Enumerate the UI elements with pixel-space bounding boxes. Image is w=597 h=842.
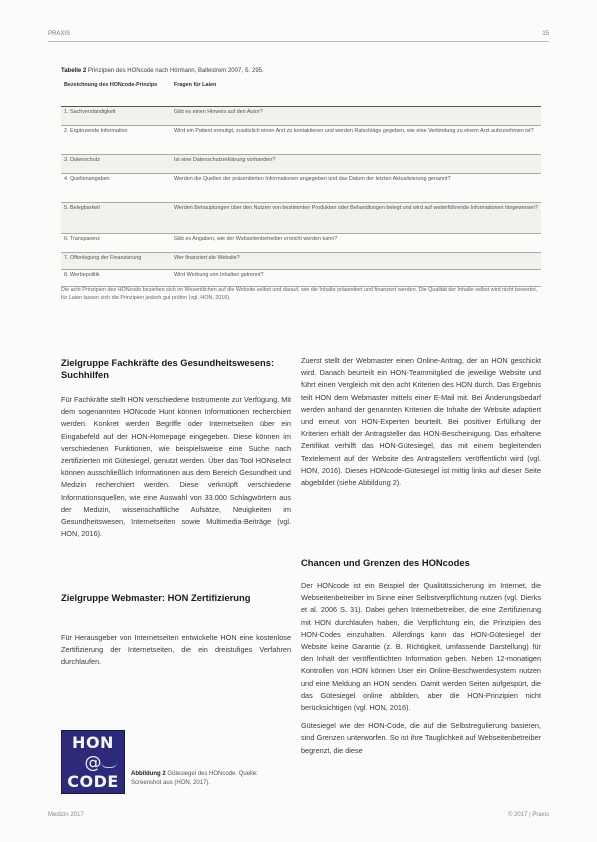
table-cell-question: Gibt es einen Hinweis auf den Autor? [171,107,541,126]
table-cell-question: Ist eine Datenschutzerklärung vorhanden? [171,155,541,174]
table-cell-question: Wer finanziert die Website? [171,253,541,270]
running-header [48,31,549,37]
figure-caption-label: Abbildung 2 [131,771,166,777]
section-body-chances [301,580,541,757]
section-body-specialists [61,394,291,540]
table-cell-principle: 6. Transparenz [61,234,171,253]
table-row [61,253,541,270]
header-page-number: 15 [542,31,549,37]
section-body-webmaster [61,632,291,669]
table-cell-principle: 4. Quellenangaben [61,174,171,203]
table-cell-question: Werden die Quellen der präsentierten Informationen angegeben und das Datum der letzten Aktualisierung genannt? [171,174,541,203]
section-heading-specialists: Zielgruppe Fachkräfte des Gesundheitswesens: Suchhilfen [61,357,275,380]
table-cell-question: Gibt es Angaben, wie der Webseitenbetreiber erreicht werden kann? [171,234,541,253]
table-cell-principle: 7. Offenlegung der Finanzierung [61,253,171,270]
table-cell-question: Wird Werbung von Inhalten getrennt? [171,270,541,287]
principles-table [61,80,541,287]
table-caption [61,68,541,74]
table-cell-question: Werden Behauptungen über den Nutzen von bestimmten Produkten oder Behandlungen belegt und wird auf weiterführende Informationen hingewiesen? [171,203,541,234]
table-note: Die acht Prinzipien des HONcode beziehen sich im Wesentlichen auf die Website selbst und darauf, wie die Inhalte präsentiert und finanziert werden. Die Qualität der Inhalte selbst wird nicht bewertet, für Laien lassen sich die Prinzipien jedoch gut prüfen (vgl. HON, 2016). [61,287,538,302]
paragraph: Zuerst stellt der Webmaster einen Online-Antrag, der an HON geschickt wird. Danach beurteilt ein HON-Teammitglied die jeweilige Website und führt einen Vergleich mit den acht Kriterien des HON durch. Das Ergebnis teilt HON dem Webmaster mittels einer E-Mail mit. Bei Änderungsbedarf werden anhand der genannten Kriterien die Inhalte der Website adaptiert und erneut von HON-Experten beurteilt. Bei positiver Erfüllung der Kriterien erhält der Antragsteller das HON-Bescheinigung. Das erhaltene Zertifikat verhilft das HON-Gütesiegel, das mit einem begleitenden Textelement auf der Website des Antragstellers veröffentlicht wird (vgl. HON, 2016). Dieses HONcode-Gütesiegel ist mittig links auf dieser Seite abgebildet (siehe Abbildung 2). [301,356,541,488]
table-cell-principle: 3. Datenschutz [61,155,171,174]
header-rule [48,41,549,42]
table-cell-principle: 8. Werbepolitik [61,270,171,287]
paragraph: Gütesiegel wie der HON-Code, die auf die Selbstregulierung basieren, sind Grenzen unterworfen. So ist ihre Tauglichkeit auf Webseitenbetreiber begrenzt, die diese [301,721,541,755]
section-heading-chances: Chancen und Grenzen des HONcodes [301,557,470,568]
table-row [61,107,541,126]
table-cell-principle: 2. Ergänzende Information [61,126,171,155]
table-cell-principle: 5. Belegbarkeit [61,203,171,234]
table-cell-question: Wird ein Patient ermutigt, zusätzlich einen Arzt zu kontaktieren und werden Ratschläge gegeben, wie eine Verbindung zu einem Arzt aufzunehmen ist? [171,126,541,155]
table-row [61,174,541,203]
table-row [61,234,541,253]
table-header-row [61,80,541,107]
figure-caption [131,770,281,787]
table-header-principle: Bezeichnung des HONcode-Prinzips [61,80,171,107]
footer-left: Medizin 2017 [48,812,84,818]
paragraph: Für Herausgeber von Internetseiten entwickelte HON eine kostenlose Zertifizierung der Internetseiten, die ein dreistufiges Verfahren durchlaufen. [61,633,291,667]
table-row [61,203,541,234]
seal-text-hon: HON [72,733,114,752]
table-caption-text: Prinzipien des HONcode nach Hörmann, Ballestrem 2007, S. 295. [87,68,264,74]
figure-caption-text: Gütesiegel des HONcode. Quelle: Screenshot aus (HON, 2017). [131,771,258,786]
table-header-questions: Fragen für Laien [171,80,541,107]
table-row [61,126,541,155]
footer-right: © 2017 | Praxis [508,812,549,818]
seal-text-code: CODE [67,772,119,791]
table-row [61,270,541,287]
paragraph: Der HONcode ist ein Beispiel der Qualitätssicherung im Internet, die Webseitenbetreiber im Sinne einer Selbstverpflichtung nutzen (vgl. Dierks et al. 2006 S. 31). Dabei gehen Internetbetreiber, die eine Zertifizierung mit HON durchlaufen haben, die Verpflichtung ein, die Prinzipien des HON-Codes einzuhalten. Allerdings kann das HON-Gütesiegel der Website keine Garantie (z. B. Richtigkeit, umfassende Darstellung) für den Inhalt der veröffentlichten Information geben. Neben 12-monatigen Kontrollen von HON können User ein Online-Beschwerdesystem nutzen und eine Meldung an HON senden. Damit werden Seiten aufgespürt, die das Gütesiegel online abbilden, aber die HON-Prinzipien nicht berücksichtigen (vgl. HON, 2016). [301,581,541,713]
paragraph: Für Fachkräfte stellt HON verschiedene Instrumente zur Verfügung. Mit dem sogenannten HONcode Hunt können Informationen recherchiert werden. Konkret werden Begriffe oder Internetseiten über ein Eingabefeld auf der HON-Homepage eingegeben. Diese können im verschiedenen Funktionen, wie beispielsweise eine Suche nach zertifizierten mit Gütesiegel, genutzt werden. Über das Tool HONselect können ausschließlich Informationen aus dem Bereich Gesundheit und Medizin recherchiert werden. Diese verknüpft verschiedene Informationsquellen, wie eine Auswahl von 33.000 Schlagwörtern aus der Medizin, wissenschaftliche Aufsätze, Neuigkeiten im Gesundheitswesen, Internetseiten sowie Multimedia-Beiträge (vgl. HON, 2016). [61,395,291,539]
header-section-label: PRAXIS [48,31,71,37]
honcode-seal-image [61,730,125,794]
right-column-intro [301,355,541,489]
table-caption-label: Tabelle 2 [61,68,87,74]
section-heading-webmaster: Zielgruppe Webmaster: HON Zertifizierung [61,592,251,603]
table-cell-principle: 1. Sachverständigkeit [61,107,171,126]
page-footer [48,812,549,818]
seal-swoosh-icon [101,762,117,768]
seal-at-icon: @ [84,753,102,773]
table-row [61,155,541,174]
